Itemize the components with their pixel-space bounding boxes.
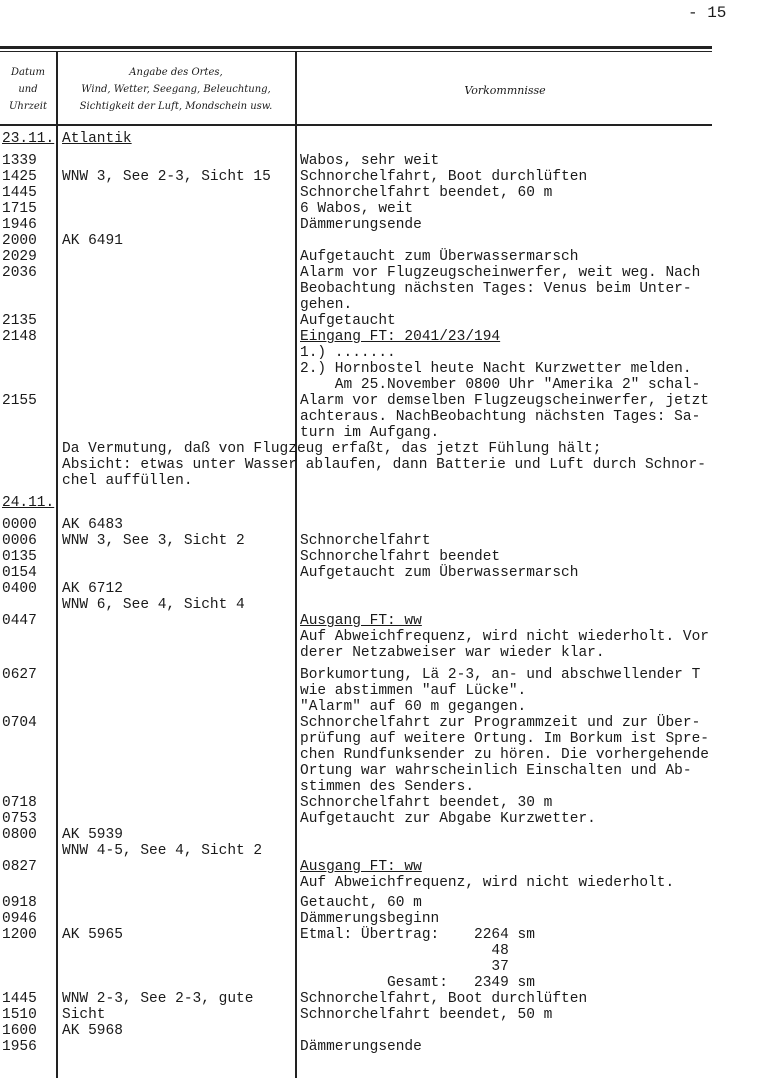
location-cell: AK 5968 xyxy=(62,1023,123,1039)
location-cell: Atlantik xyxy=(62,131,132,147)
event-cell: Etmal: Übertrag: 2264 sm xyxy=(300,927,535,943)
event-cell: stimmen des Senders. xyxy=(300,779,475,795)
event-cell: 1.) ....... xyxy=(300,345,396,361)
event-cell: turn im Aufgang. xyxy=(300,425,440,441)
event-cell: achteraus. NachBeobachtung nächsten Tages: Sa- xyxy=(300,409,701,425)
event-cell: wie abstimmen "auf Lücke". xyxy=(300,683,527,699)
event-cell: Dämmerungsende xyxy=(300,217,422,233)
event-cell: Ortung war wahrscheinlich Einschalten und Ab- xyxy=(300,763,692,779)
event-cell: Aufgetaucht zur Abgabe Kurzwetter. xyxy=(300,811,596,827)
event-cell: Schnorchelfahrt, Boot durchlüften xyxy=(300,169,588,185)
event-cell: Schnorchelfahrt beendet xyxy=(300,549,501,565)
time-cell: 0447 xyxy=(2,613,37,629)
event-cell: 48 xyxy=(300,943,509,959)
time-cell: 23.11. xyxy=(2,131,55,147)
time-cell: 0918 xyxy=(2,895,37,911)
location-cell: Sicht xyxy=(62,1007,106,1023)
time-cell: 2148 xyxy=(2,329,37,345)
time-cell: 24.11. xyxy=(2,495,55,511)
time-cell: 0718 xyxy=(2,795,37,811)
time-cell: 0154 xyxy=(2,565,37,581)
time-cell: 1715 xyxy=(2,201,37,217)
event-cell: Ausgang FT: ww xyxy=(300,859,422,875)
location-cell: WNW 6, See 4, Sicht 4 xyxy=(62,597,245,613)
time-cell: 0627 xyxy=(2,667,37,683)
column-divider-1 xyxy=(56,52,58,1078)
event-cell: Beobachtung nächsten Tages: Venus beim Unter- xyxy=(300,281,692,297)
location-cell: AK 6483 xyxy=(62,517,123,533)
column-divider-2 xyxy=(295,52,297,1078)
top-rule xyxy=(0,46,712,49)
location-cell: AK 6491 xyxy=(62,233,123,249)
event-cell: Eingang FT: 2041/23/194 xyxy=(300,329,501,345)
header-date-column: Datum und Uhrzeit xyxy=(8,67,48,112)
time-cell: 0827 xyxy=(2,859,37,875)
event-cell: Schnorchelfahrt, Boot durchlüften xyxy=(300,991,588,1007)
time-cell: 0006 xyxy=(2,533,37,549)
location-cell: WNW 4-5, See 4, Sicht 2 xyxy=(62,843,263,859)
time-cell: 1425 xyxy=(2,169,37,185)
time-cell: 1600 xyxy=(2,1023,37,1039)
time-cell: 2029 xyxy=(2,249,37,265)
event-cell: prüfung auf weitere Ortung. Im Borkum ist Spre- xyxy=(300,731,709,747)
event-cell: 2.) Hornbostel heute Nacht Kurzwetter melden. xyxy=(300,361,692,377)
event-cell: Alarm vor Flugzeugscheinwerfer, weit weg. Nach xyxy=(300,265,701,281)
event-cell: "Alarm" auf 60 m gegangen. xyxy=(300,699,527,715)
event-cell: Borkumortung, Lä 2-3, an- und abschwellender T xyxy=(300,667,701,683)
time-cell: 2135 xyxy=(2,313,37,329)
event-cell: Getaucht, 60 m xyxy=(300,895,422,911)
event-cell: Schnorchelfahrt beendet, 30 m xyxy=(300,795,553,811)
event-cell: Schnorchelfahrt beendet, 60 m xyxy=(300,185,553,201)
time-cell: 1200 xyxy=(2,927,37,943)
time-cell: 0753 xyxy=(2,811,37,827)
location-cell: AK 5965 xyxy=(62,927,123,943)
location-cell: WNW 3, See 3, Sicht 2 xyxy=(62,533,245,549)
event-cell: Aufgetaucht xyxy=(300,313,396,329)
event-cell: Schnorchelfahrt xyxy=(300,533,431,549)
time-cell: 1946 xyxy=(2,217,37,233)
event-cell: Am 25.November 0800 Uhr "Amerika 2" schal- xyxy=(300,377,701,393)
event-cell: 37 xyxy=(300,959,509,975)
time-cell: 0800 xyxy=(2,827,37,843)
event-cell: Ausgang FT: ww xyxy=(300,613,422,629)
event-cell: derer Netzabweiser war wieder klar. xyxy=(300,645,605,661)
time-cell: 0704 xyxy=(2,715,37,731)
location-cell: WNW 3, See 2-3, Sicht 15 xyxy=(62,169,271,185)
event-cell: Dämmerungsbeginn xyxy=(300,911,440,927)
time-cell: 0135 xyxy=(2,549,37,565)
time-cell: 1445 xyxy=(2,991,37,1007)
location-cell: Da Vermutung, daß von Flugzeug erfaßt, das jetzt Fühlung hält; xyxy=(62,441,602,457)
time-cell: 2036 xyxy=(2,265,37,281)
time-cell: 2000 xyxy=(2,233,37,249)
top-rule-2 xyxy=(0,51,712,52)
location-cell: Absicht: etwas unter Wasser ablaufen, dann Batterie und Luft durch Schnor- xyxy=(62,457,706,473)
event-cell: Schnorchelfahrt zur Programmzeit und zur Über- xyxy=(300,715,701,731)
time-cell: 0400 xyxy=(2,581,37,597)
time-cell: 0946 xyxy=(2,911,37,927)
event-cell: Auf Abweichfrequenz, wird nicht wiederholt. Vor xyxy=(300,629,709,645)
event-cell: gehen. xyxy=(300,297,353,313)
event-cell: chen Rundfunksender zu hören. Die vorhergehende xyxy=(300,747,709,763)
time-cell: 1510 xyxy=(2,1007,37,1023)
time-cell: 2155 xyxy=(2,393,37,409)
time-cell: 0000 xyxy=(2,517,37,533)
location-cell: AK 5939 xyxy=(62,827,123,843)
event-cell: Aufgetaucht zum Überwassermarsch xyxy=(300,249,579,265)
time-cell: 1956 xyxy=(2,1039,37,1055)
location-cell: WNW 2-3, See 2-3, gute xyxy=(62,991,254,1007)
header-location-column: Angabe des Ortes, Wind, Wetter, Seegang, Beleuchtung, Sichtigkeit der Luft, Mondschein usw. xyxy=(79,67,273,112)
event-cell: Aufgetaucht zum Überwassermarsch xyxy=(300,565,579,581)
page-number: - 15 xyxy=(688,4,727,22)
event-cell: Schnorchelfahrt beendet, 50 m xyxy=(300,1007,553,1023)
time-cell: 1339 xyxy=(2,153,37,169)
time-cell: 1445 xyxy=(2,185,37,201)
location-cell: AK 6712 xyxy=(62,581,123,597)
event-cell: 6 Wabos, weit xyxy=(300,201,414,217)
event-cell: Wabos, sehr weit xyxy=(300,153,440,169)
event-cell: Dämmerungsende xyxy=(300,1039,422,1055)
header-events-column: Vorkommnisse xyxy=(464,84,546,97)
event-cell: Gesamt: 2349 sm xyxy=(300,975,535,991)
header-rule xyxy=(0,124,712,126)
event-cell: Auf Abweichfrequenz, wird nicht wiederholt. xyxy=(300,875,675,891)
event-cell: Alarm vor demselben Flugzeugscheinwerfer, jetzt xyxy=(300,393,709,409)
location-cell: chel auffüllen. xyxy=(62,473,193,489)
